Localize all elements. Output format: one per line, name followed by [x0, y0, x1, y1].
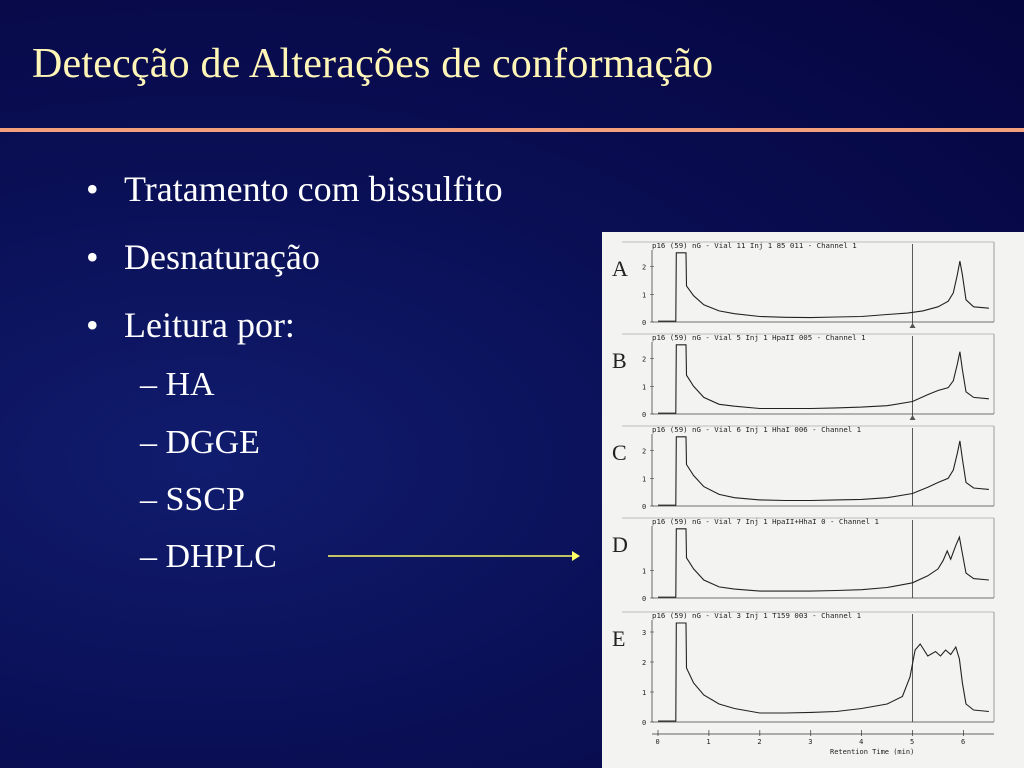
chromatogram-panel — [612, 517, 994, 603]
marker-triangle — [910, 323, 916, 328]
x-tick-label: 3 — [808, 738, 813, 746]
panel-letter: B — [612, 348, 627, 373]
chromatogram-trace — [658, 437, 989, 505]
x-tick-label: 1 — [706, 738, 711, 746]
chromatogram-chart — [602, 232, 1024, 768]
y-tick-label: 1 — [642, 475, 647, 484]
bullet-item — [86, 304, 295, 346]
y-tick-label: 0 — [642, 411, 647, 419]
y-tick-label: 1 — [642, 689, 647, 697]
y-tick-label: 0 — [642, 319, 647, 327]
subbullet-marker: – — [140, 538, 157, 575]
bullet-marker: • — [86, 169, 99, 209]
subbullet-item — [140, 366, 215, 404]
slide-title: Detecção de Alterações de conformação — [32, 41, 714, 87]
y-tick-label: 0 — [642, 595, 647, 603]
bullet-item — [86, 236, 320, 278]
panel-header: p16 (59) nG - Vial 11 Inj 1 85 011 - Channel 1 — [652, 241, 857, 250]
y-tick-label: 2 — [642, 263, 647, 272]
panel-header: p16 (59) nG - Vial 5 Inj 1 HpaII 005 - Channel 1 — [652, 333, 866, 342]
subbullet-item — [140, 481, 245, 519]
title-divider — [0, 128, 1024, 132]
panel-letter: E — [612, 626, 626, 651]
bullet-text: Desnaturação — [124, 237, 320, 277]
bullet-text: Leitura por: — [124, 305, 295, 345]
subbullet-text: DHPLC — [165, 538, 277, 575]
bullet-text: Tratamento com bissulfito — [124, 169, 503, 209]
chromatogram-trace — [658, 529, 989, 597]
subbullet-text: DGGE — [165, 424, 260, 461]
panel-header: p16 (59) nG - Vial 6 Inj 1 HhaI 006 - Channel 1 — [652, 425, 862, 434]
chromatogram-panel — [612, 333, 994, 420]
x-tick-label: 2 — [757, 738, 762, 746]
chromatogram-trace — [658, 623, 989, 721]
panel-header: p16 (59) nG - Vial 3 Inj 1 T159 003 - Channel 1 — [652, 611, 862, 620]
x-tick-label: 5 — [910, 738, 915, 746]
y-tick-label: 0 — [642, 503, 647, 511]
bullet-marker: • — [86, 305, 99, 345]
chromatogram-trace — [658, 345, 989, 413]
bullet-item — [86, 168, 503, 210]
panel-letter: C — [612, 440, 627, 465]
y-tick-label: 0 — [642, 719, 647, 727]
chromatogram-panel — [612, 425, 994, 511]
bullet-marker: • — [86, 237, 99, 277]
x-tick-label: 6 — [960, 738, 966, 746]
panel-letter: A — [612, 256, 628, 281]
subbullet-marker: – — [140, 366, 157, 403]
chromatogram-panel — [612, 611, 994, 727]
y-tick-label: 2 — [642, 447, 647, 456]
subbullet-item — [140, 538, 277, 576]
subbullet-marker: – — [140, 424, 157, 461]
chromatogram-figure — [602, 232, 1024, 768]
subbullet-text: SSCP — [165, 481, 245, 518]
y-tick-label: 1 — [642, 291, 647, 300]
x-tick-label: 4 — [859, 738, 864, 746]
panel-header: p16 (59) nG - Vial 7 Inj 1 HpaII+HhaI 0 - Channel 1 — [652, 517, 879, 526]
subbullet-marker: – — [140, 481, 157, 518]
marker-triangle — [910, 415, 916, 420]
y-tick-label: 2 — [642, 355, 647, 364]
y-tick-label: 2 — [642, 659, 647, 667]
subbullet-item — [140, 424, 260, 462]
x-tick-label: 0 — [655, 738, 660, 746]
chromatogram-panel — [612, 241, 994, 328]
arrow-icon — [328, 548, 582, 564]
x-axis-label: Retention Time (min) — [830, 748, 915, 756]
chromatogram-trace — [658, 253, 989, 321]
subbullet-text: HA — [165, 366, 215, 403]
y-tick-label: 3 — [642, 629, 647, 637]
y-tick-label: 1 — [642, 567, 647, 576]
panel-letter: D — [612, 532, 628, 557]
y-tick-label: 1 — [642, 383, 647, 392]
